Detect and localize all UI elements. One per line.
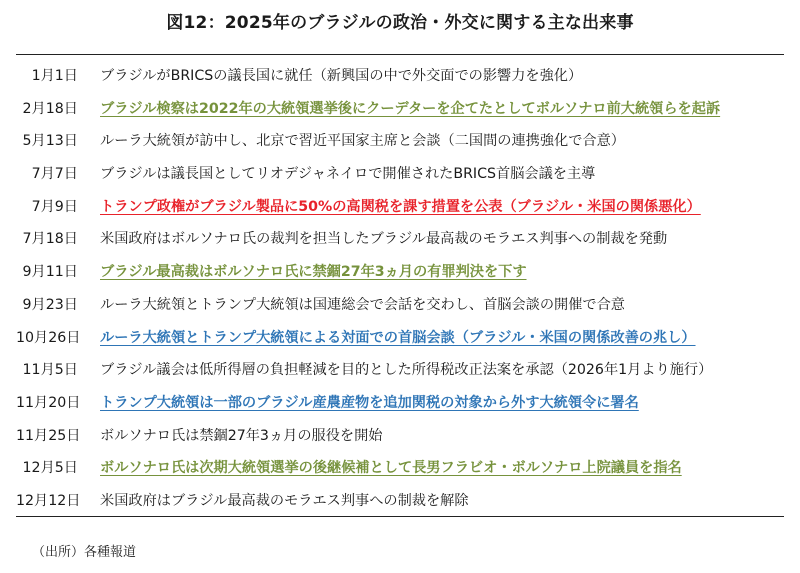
- event-row: [16, 354, 784, 387]
- event-text: ブラジルは議長国としてリオデジャネイロで開催されたBRICS首脳会議を主導: [100, 166, 596, 183]
- event-date: 9月11日: [22, 264, 78, 281]
- top-rule: [16, 54, 784, 55]
- event-row: [16, 125, 784, 158]
- event-date: 7月7日: [31, 166, 78, 183]
- event-date: 5月13日: [22, 133, 78, 150]
- event-row: [16, 289, 784, 322]
- figure-title: 図12：2025年のブラジルの政治・外交に関する主な出来事: [166, 13, 634, 33]
- event-row: [16, 387, 784, 420]
- event-text: ブラジルがBRICSの議長国に就任（新興国の中で外交面での影響力を強化）: [100, 68, 583, 84]
- bottom-rule: [16, 516, 784, 517]
- event-date: 7月9日: [31, 198, 78, 215]
- source-note: （出所）各種報道: [32, 545, 137, 560]
- event-date: 2月18日: [22, 100, 78, 117]
- event-row: [16, 158, 784, 191]
- event-text: ブラジル検察は2022年の大統領選挙後にクーデターを企てたとしてボルソナロ前大統領らを起訴: [100, 100, 721, 117]
- event-date: 11月5日: [22, 362, 78, 379]
- event-date: 12月12日: [16, 492, 81, 509]
- event-date: 9月23日: [22, 296, 78, 313]
- event-row: [16, 452, 784, 485]
- event-text: ブラジル最高裁はボルソナロ氏に禁錮27年3ヵ月の有罪判決を下す: [100, 264, 527, 281]
- event-row: [16, 223, 784, 256]
- event-text: ルーラ大統領が訪中し、北京で習近平国家主席と会談（二国間の連携強化で合意）: [100, 133, 625, 150]
- event-text: 米国政府はボルソナロ氏の裁判を担当したブラジル最高裁のモラエス判事への制裁を発動: [100, 231, 668, 248]
- event-row: [16, 485, 784, 518]
- event-date: 11月25日: [16, 427, 81, 444]
- event-row: [16, 60, 784, 93]
- event-row: [16, 420, 784, 453]
- event-text: ブラジル議会は低所得層の負担軽減を目的とした所得税改正法案を承認（2026年1月より施行）: [100, 362, 713, 379]
- event-text: ルーラ大統領とトランプ大統領による対面での首脳会談（ブラジル・米国の関係改善の兆し）: [100, 329, 696, 346]
- event-row: [16, 256, 784, 289]
- event-text: ボルソナロ氏は禁錮27年3ヵ月の服役を開始: [100, 427, 383, 444]
- event-text: 米国政府はブラジル最高裁のモラエス判事への制裁を解除: [100, 492, 469, 509]
- event-text: ボルソナロ氏は次期大統領選挙の後継候補として長男フラビオ・ボルソナロ上院議員を指名: [100, 460, 682, 477]
- event-row: [16, 322, 784, 355]
- event-date: 10月26日: [16, 329, 81, 346]
- event-text: トランプ政権がブラジル製品に50%の高関税を課す措置を公表（ブラジル・米国の関係悪化）: [100, 198, 701, 215]
- event-list: [16, 60, 784, 518]
- event-date: 7月18日: [22, 231, 78, 248]
- event-date: 11月20日: [16, 394, 81, 411]
- event-row: [16, 191, 784, 224]
- event-text: ルーラ大統領とトランプ大統領は国連総会で会話を交わし、首脳会談の開催で合意: [100, 296, 625, 313]
- event-row: [16, 93, 784, 126]
- event-date: 12月5日: [22, 460, 78, 477]
- event-text: トランプ大統領は一部のブラジル産農産物を追加関税の対象から外す大統領令に署名: [100, 394, 639, 411]
- event-date: 1月1日: [31, 68, 78, 84]
